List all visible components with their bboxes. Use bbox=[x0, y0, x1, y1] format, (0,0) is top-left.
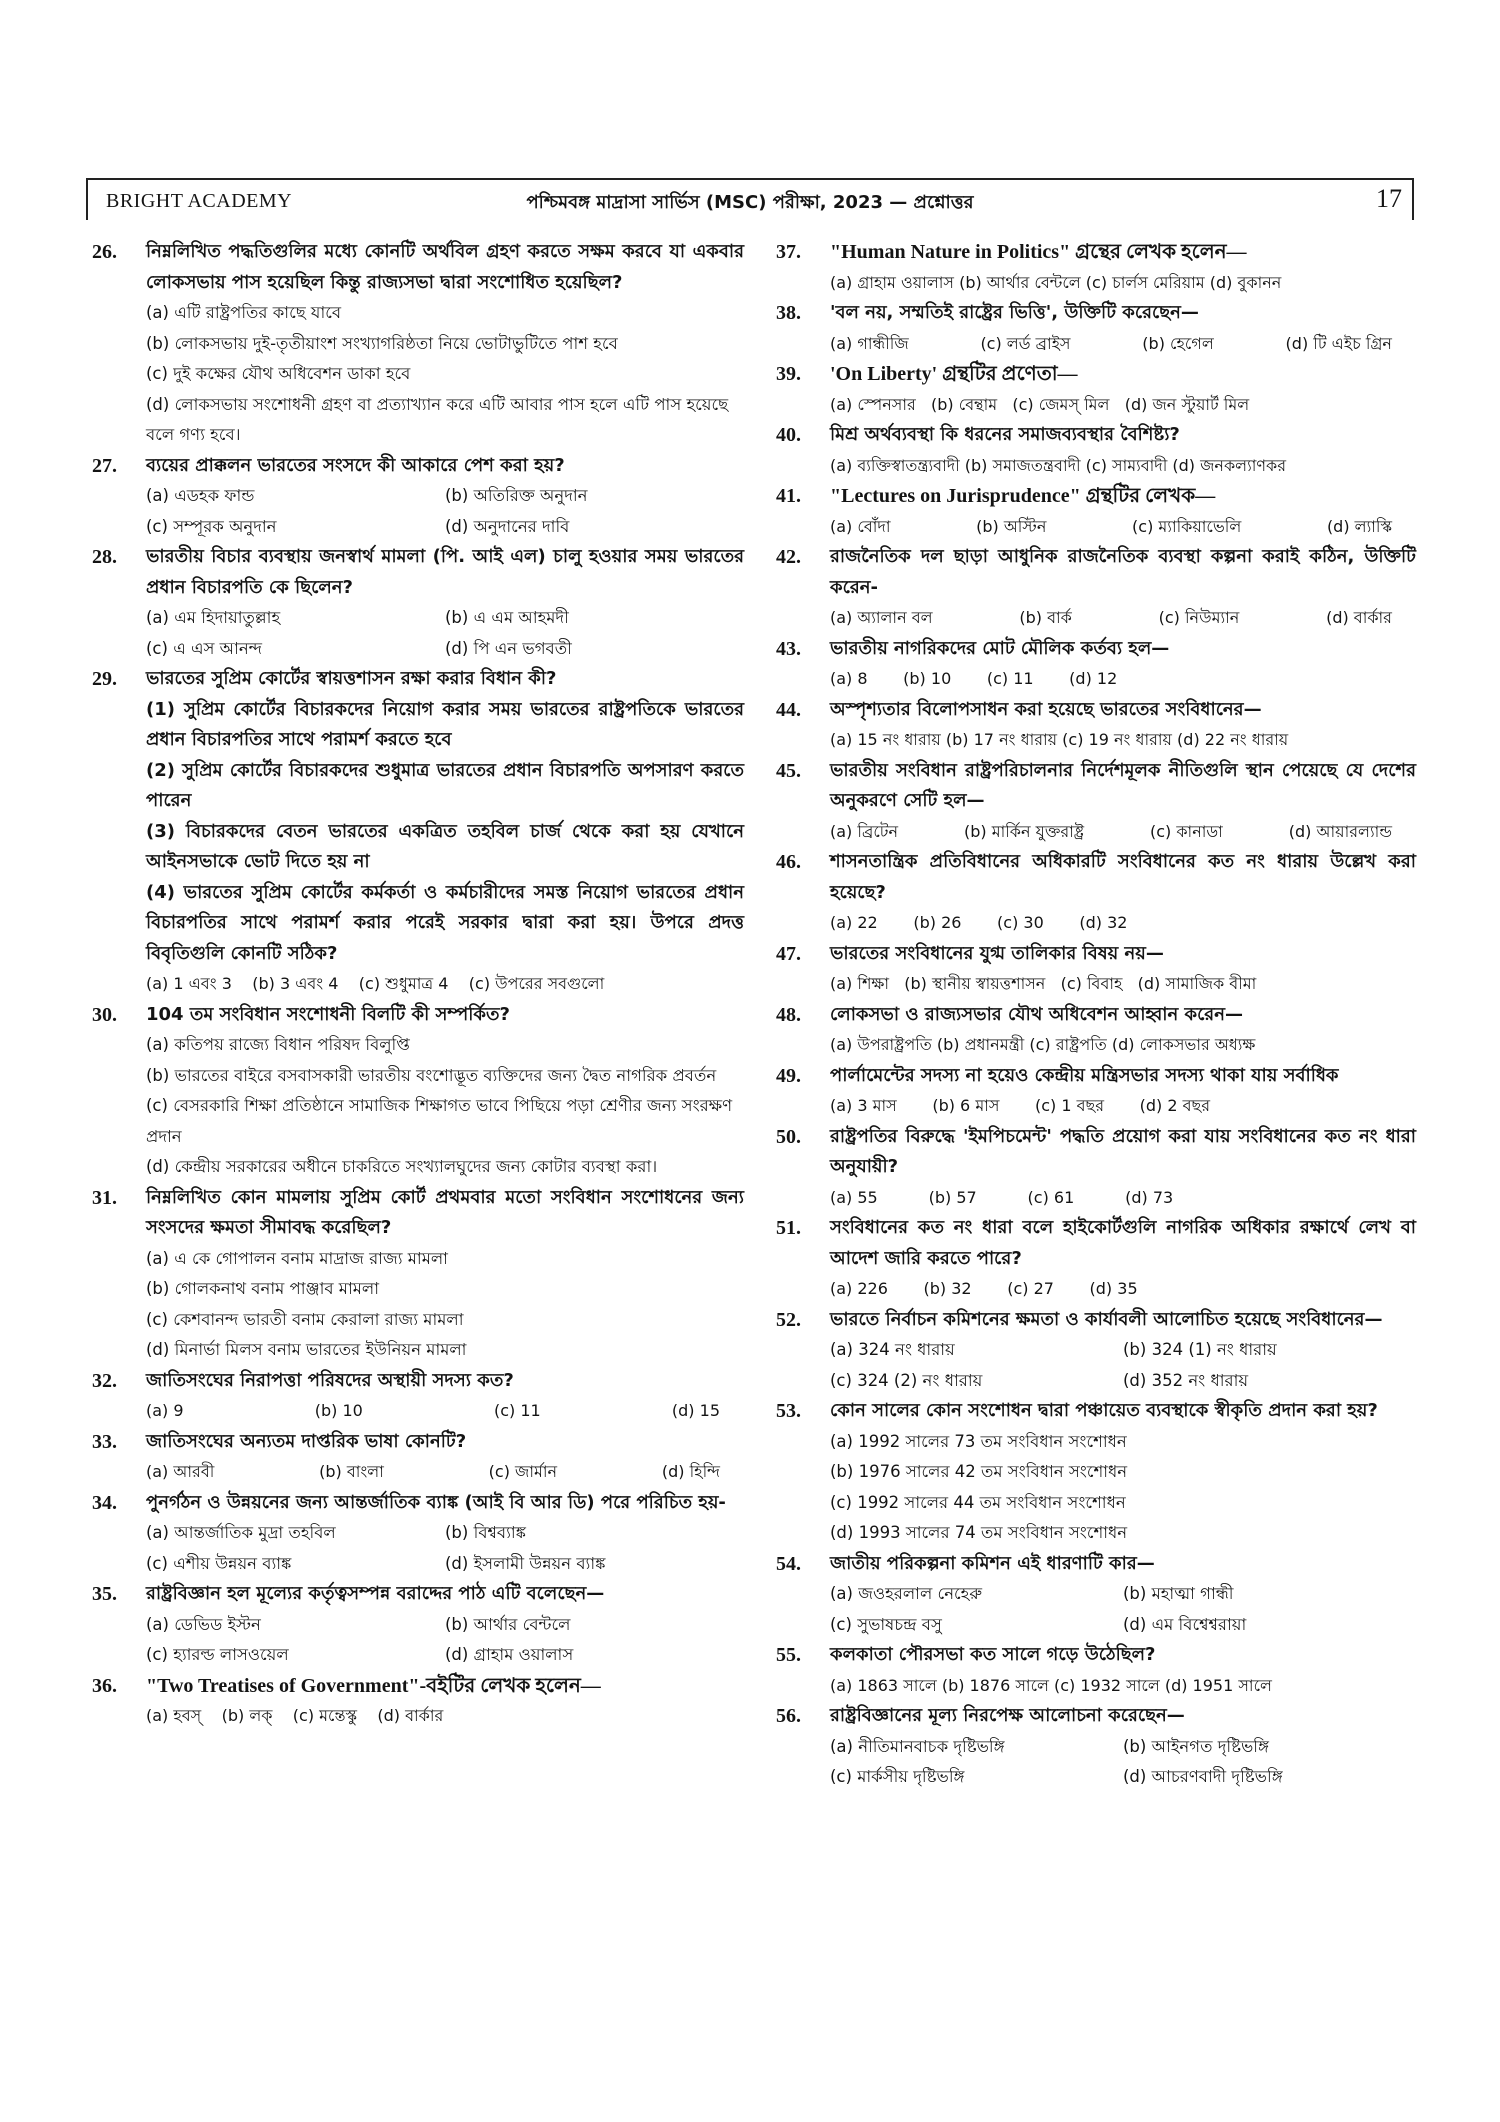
answer-option: (a) কতিপয় রাজ্যে বিধান পরিষদ বিলুপ্তি bbox=[146, 1035, 410, 1054]
question-text: রাজনৈতিক দল ছাড়া আধুনিক রাজনৈতিক ব্যবস্থা কল্পনা করাই কঠিন, উক্তিটি করেন- bbox=[830, 546, 1416, 598]
answer-options-grid bbox=[146, 603, 744, 664]
question-text: কোন সালের কোন সংশোধন দ্বারা পঞ্চায়েত ব্যবস্থাকে স্বীকৃতি প্রদান করা হয়? bbox=[830, 1400, 1378, 1421]
answer-option: (b) ভারতের বাইরে বসবাসকারী ভারতীয় বংশোদ্ভূত ব্যক্তিদের জন্য দ্বৈত নাগরিক প্রবর্তন bbox=[146, 1065, 717, 1085]
answer-options-row bbox=[146, 1457, 744, 1488]
question-text: রাষ্ট্রপতির বিরুদ্ধে 'ইমপিচমেন্ট' পদ্ধতি প্রয়োগ করা যায় সংবিধানের কত নং ধারা অনুযায়ী? bbox=[830, 1125, 1416, 1177]
question-text: নিম্নলিখিত কোন মামলায় সুপ্রিম কোর্ট প্রথমবার মতো সংবিধান সংশোধনের জন্য সংসদের ক্ষমতা সীমাবদ্ধ করেছিল? bbox=[146, 1186, 744, 1238]
answer-options-line: (a) উপরাষ্ট্রপতি (b) প্রধানমন্ত্রী (c) রাষ্ট্রপতি (d) লোকসভার অধ্যক্ষ bbox=[830, 1035, 1256, 1054]
answer-option: (b) বিশ্বব্যাঙ্ক bbox=[445, 1523, 526, 1542]
question-text: ভারতের সংবিধানের যুগ্ম তালিকার বিষয় নয়— bbox=[830, 942, 1164, 964]
question-item bbox=[776, 695, 1416, 756]
answer-options-line: (a) 8 (b) 10 (c) 11 (d) 12 bbox=[830, 669, 1118, 688]
question-number: 49. bbox=[776, 1064, 801, 1087]
answer-options-row bbox=[830, 512, 1416, 543]
question-number: 54. bbox=[776, 1552, 801, 1575]
answer-option: (d) ল্যাস্কি bbox=[1326, 516, 1392, 536]
question-text: ভারতে নির্বাচন কমিশনের ক্ষমতা ও কার্যাবলী আলোচিত হয়েছে সংবিধানের— bbox=[830, 1308, 1383, 1330]
answer-option: (d) কেন্দ্রীয় সরকারের অধীনে চাকরিতে সংখ্যালঘুদের জন্য কোটার ব্যবস্থা করা। bbox=[146, 1157, 658, 1176]
answer-options-line: (a) 1863 সালে (b) 1876 সালে (c) 1932 সালে (d) 1951 সালে bbox=[830, 1675, 1272, 1695]
question-text: ভারতীয় বিচার ব্যবস্থায় জনস্বার্থ মামলা (পি. আই এল) চালু হওয়ার সময় ভারতের প্রধান বিচারপতি কে ছিলেন? bbox=[146, 546, 744, 598]
answer-option: (a) অ্যালান বল bbox=[830, 608, 933, 627]
question-number: 38. bbox=[776, 302, 801, 324]
answer-option: (a) গান্ধীজি bbox=[830, 333, 909, 353]
question-number: 56. bbox=[776, 1705, 801, 1727]
answer-option: (b) অতিরিক্ত অনুদান bbox=[445, 486, 588, 505]
left-question-column bbox=[92, 237, 744, 1732]
question-number: 42. bbox=[776, 546, 801, 568]
question-item bbox=[776, 1061, 1416, 1122]
question-number: 51. bbox=[776, 1217, 801, 1239]
question-number: 43. bbox=[776, 637, 801, 660]
question-text: "Human Nature in Politics" গ্রন্থের লেখক হলেন— bbox=[830, 241, 1247, 263]
answer-option: (b) এ এম আহমদী bbox=[445, 608, 569, 627]
question-text: শাসনতান্ত্রিক প্রতিবিধানের অধিকারটি সংবিধানের কত নং ধারায় উল্লেখ করা হয়েছে? bbox=[830, 851, 1416, 903]
question-number: 28. bbox=[92, 546, 117, 568]
answer-option: (d) লোকসভায় সংশোধনী গ্রহণ বা প্রত্যাখ্যান করে এটি আবার পাস হলে এটি পাস হয়েছে বলে গণ্য হবে। bbox=[146, 394, 729, 444]
answer-option: (a) এডহক ফান্ড bbox=[146, 486, 255, 505]
answer-options-grid bbox=[830, 1335, 1416, 1396]
question-text: সংবিধানের কত নং ধারা বলে হাইকোর্টগুলি নাগরিক অধিকার রক্ষার্থে লেখ বা আদেশ জারি করতে পারে? bbox=[830, 1217, 1416, 1269]
question-text: ভারতের সুপ্রিম কোর্টের স্বায়ত্তশাসন রক্ষা করার বিধান কী? bbox=[146, 668, 557, 689]
question-item bbox=[776, 1305, 1416, 1397]
question-text: "Two Treatises of Government"-বইটির লেখক হলেন— bbox=[146, 1674, 601, 1697]
answer-options-line: (a) 55 (b) 57 (c) 61 (d) 73 bbox=[830, 1187, 1174, 1207]
question-item bbox=[776, 634, 1416, 695]
answer-options-grid bbox=[146, 1518, 744, 1579]
question-item bbox=[776, 542, 1416, 634]
question-statement: (3) বিচারকদের বেতন ভারতের একত্রিত তহবিল চার্জ থেকে করা হয় যেখানে আইনসভাকে ভোট দিতে হয় না bbox=[146, 820, 744, 872]
question-text: ভারতীয় নাগরিকদের মোট মৌলিক কর্তব্য হল— bbox=[830, 637, 1170, 659]
answer-option: (c) জার্মান bbox=[488, 1462, 558, 1481]
question-number: 35. bbox=[92, 1583, 117, 1605]
answer-option: (a) আন্তর্জাতিক মুদ্রা তহবিল bbox=[146, 1523, 336, 1542]
question-text: লোকসভা ও রাজ্যসভার যৌথ অধিবেশন আহ্বান করেন— bbox=[830, 1003, 1243, 1025]
question-text: পুনর্গঠন ও উন্নয়নের জন্য আন্তর্জাতিক ব্যাঙ্ক (আই বি আর ডি) পরে পরিচিত হয়- bbox=[146, 1491, 726, 1513]
page-header bbox=[86, 178, 1414, 220]
question-text: জাতীয় পরিকল্পনা কমিশন এই ধারণাটি কার— bbox=[830, 1552, 1155, 1574]
question-text: রাষ্ট্রবিজ্ঞান হল মূল্যের কর্তৃত্বসম্পন্ন বরাদ্দের পাঠ এটি বলেছেন— bbox=[146, 1583, 605, 1604]
answer-options-line: (a) হবস্ (b) লক্ (c) মন্তেস্কু (d) বার্কার bbox=[146, 1706, 444, 1725]
answer-option: (b) মহাত্মা গান্ধী bbox=[1123, 1584, 1234, 1603]
question-text: 104 তম সংবিধান সংশোধনী বিলটি কী সম্পর্কিত? bbox=[146, 1003, 510, 1025]
question-number: 40. bbox=[776, 424, 801, 446]
question-number: 45. bbox=[776, 759, 801, 782]
question-item bbox=[776, 1396, 1416, 1549]
answer-option: (b) 10 bbox=[314, 1401, 363, 1420]
answer-options-line: (a) স্পেনসার (b) বেন্থাম (c) জেমস্ মিল (d) জন স্টুয়ার্ট মিল bbox=[830, 394, 1250, 414]
answer-option: (a) জওহরলাল নেহেরু bbox=[830, 1584, 983, 1603]
question-text: 'বল নয়, সম্মতিই রাষ্ট্রের ভিত্তি', উক্তিটি করেছেন— bbox=[830, 302, 1199, 323]
question-number: 46. bbox=[776, 851, 801, 873]
question-text: রাষ্ট্রবিজ্ঞানের মূল্য নিরপেক্ষ আলোচনা করেছেন— bbox=[830, 1705, 1185, 1726]
page-title: পশ্চিমবঙ্গ মাদ্রাসা সার্ভিস (MSC) পরীক্ষা, 2023 — প্রশ্নোত্তর bbox=[526, 192, 974, 213]
question-number: 47. bbox=[776, 942, 801, 965]
question-text: অস্পৃশ্যতার বিলোপসাধন করা হয়েছে ভারতের সংবিধানের— bbox=[830, 698, 1262, 720]
answer-option: (c) নিউম্যান bbox=[1158, 608, 1240, 627]
question-item bbox=[92, 542, 744, 664]
answer-option: (c) মার্কসীয় দৃষ্টিভঙ্গি bbox=[830, 1767, 965, 1786]
answer-option: (d) ইসলামী উন্নয়ন ব্যাঙ্ক bbox=[445, 1553, 606, 1573]
question-text: জাতিসংঘের অন্যতম দাপ্তরিক ভাষা কোনটি? bbox=[146, 1430, 467, 1452]
question-number: 37. bbox=[776, 241, 801, 263]
answer-option: (c) 324 (2) নং ধারায় bbox=[830, 1370, 983, 1390]
question-item bbox=[776, 298, 1416, 359]
question-number: 36. bbox=[92, 1674, 117, 1697]
question-item bbox=[776, 847, 1416, 939]
question-item bbox=[776, 481, 1416, 542]
question-item bbox=[776, 1000, 1416, 1061]
answer-option: (d) হিন্দি bbox=[661, 1462, 720, 1481]
answer-options-row bbox=[830, 603, 1416, 634]
answer-options-grid bbox=[146, 481, 744, 542]
answer-options-grid bbox=[830, 1579, 1416, 1640]
answer-option: (d) পি এন ভগবতী bbox=[445, 638, 572, 658]
answer-option: (a) ব্রিটেন bbox=[830, 821, 899, 841]
answer-option: (a) এ কে গোপালন বনাম মাদ্রাজ রাজ্য মামলা bbox=[146, 1248, 448, 1268]
answer-option: (a) ডেভিড ইস্টন bbox=[146, 1614, 261, 1634]
question-item bbox=[92, 237, 744, 451]
answer-option: (d) মিনার্ভা মিলস বনাম ভারতের ইউনিয়ন মামলা bbox=[146, 1340, 467, 1359]
question-item bbox=[92, 1183, 744, 1366]
question-text: 'On Liberty' গ্রন্থটির প্রণেতা— bbox=[830, 363, 1078, 385]
question-number: 31. bbox=[92, 1186, 117, 1209]
answer-options-line: (a) 226 (b) 32 (c) 27 (d) 35 bbox=[830, 1279, 1138, 1298]
answer-options-row bbox=[830, 817, 1416, 848]
question-item bbox=[776, 1701, 1416, 1793]
answer-option: (b) আইনগত দৃষ্টিভঙ্গি bbox=[1123, 1736, 1269, 1756]
question-number: 44. bbox=[776, 698, 801, 721]
question-number: 32. bbox=[92, 1369, 117, 1392]
answer-options-line: (a) 3 মাস (b) 6 মাস (c) 1 বছর (d) 2 বছর bbox=[830, 1096, 1211, 1115]
answer-options-line: (a) ব্যক্তিস্বাতন্ত্র্যবাদী (b) সমাজতন্ত্রবাদী (c) সাম্যবাদী (d) জনকল্যাণকর bbox=[830, 455, 1287, 475]
question-item bbox=[92, 1671, 744, 1732]
question-statement: (1) সুপ্রিম কোর্টের বিচারকদের নিয়োগ করার সময় ভারতের রাষ্ট্রপতিকে ভারতের প্রধান বিচারপতির সাথে পরামর্শ করতে হবে bbox=[146, 698, 744, 750]
question-statement: (4) ভারতের সুপ্রিম কোর্টের কর্মকর্তা ও কর্মচারীদের সমস্ত নিয়োগ ভারতের প্রধান বিচারপতির সাথে পরামর্শ করার পরেই সরকার দ্বারা করা হয়। উপরে প্রদত্ত বিবৃতিগুলি কোনটি সঠিক? bbox=[146, 881, 744, 964]
answer-option: (c) কানাডা bbox=[1150, 821, 1223, 841]
answer-option: (c) লর্ড ব্রাইস bbox=[980, 333, 1071, 353]
question-text: ব্যয়ের প্রাক্কলন ভারতের সংসদে কী আকারে পেশ করা হয়? bbox=[146, 454, 565, 476]
answer-option: (d) 1993 সালের 74 তম সংবিধান সংশোধন bbox=[830, 1523, 1128, 1542]
question-item bbox=[776, 420, 1416, 481]
answer-option: (d) আচরণবাদী দৃষ্টিভঙ্গি bbox=[1123, 1767, 1283, 1786]
question-text: মিশ্র অর্থব্যবস্থা কি ধরনের সমাজব্যবস্থার বৈশিষ্ট্য? bbox=[830, 424, 1180, 445]
answer-option: (d) 15 bbox=[671, 1401, 720, 1420]
question-text: ভারতীয় সংবিধান রাষ্ট্রপরিচালনার নির্দেশমূলক নীতিগুলি স্থান পেয়েছে যে দেশের অনুকরণে সেটি হল— bbox=[830, 759, 1416, 811]
question-item bbox=[92, 1366, 744, 1427]
answer-option: (c) সুভাষচন্দ্র বসু bbox=[830, 1614, 942, 1634]
question-number: 39. bbox=[776, 363, 801, 385]
question-item bbox=[776, 237, 1416, 298]
answer-option: (b) লোকসভায় দুই-তৃতীয়াংশ সংখ্যাগরিষ্ঠতা নিয়ে ভোটাভুটিতে পাশ হবে bbox=[146, 333, 618, 353]
answer-option: (b) বাংলা bbox=[319, 1462, 384, 1481]
answer-option: (a) 1992 সালের 73 তম সংবিধান সংশোধন bbox=[830, 1431, 1127, 1451]
answer-options-line: (a) শিক্ষা (b) স্থানীয় স্বায়ত্তশাসন (c) বিবাহ (d) সামাজিক বীমা bbox=[830, 974, 1257, 993]
question-text: "Lectures on Jurisprudence" গ্রন্থটির লেখক— bbox=[830, 485, 1216, 507]
answer-option: (a) এম হিদায়াতুল্লাহ bbox=[146, 608, 281, 627]
answer-option: (d) গ্রাহাম ওয়ালাস bbox=[445, 1645, 574, 1664]
answer-option: (a) নীতিমানবাচক দৃষ্টিভঙ্গি bbox=[830, 1736, 1005, 1756]
answer-option: (c) দুই কক্ষের যৌথ অধিবেশন ডাকা হবে bbox=[146, 364, 411, 383]
question-item bbox=[776, 1122, 1416, 1214]
question-text: জাতিসংঘের নিরাপত্তা পরিষদের অস্থায়ী সদস্য কত? bbox=[146, 1369, 514, 1391]
answer-option: (b) আর্থার বেন্টলে bbox=[445, 1614, 571, 1634]
answer-option: (d) আয়ারল্যান্ড bbox=[1288, 821, 1392, 841]
answer-option: (a) 324 নং ধারায় bbox=[830, 1340, 955, 1359]
question-number: 55. bbox=[776, 1644, 801, 1666]
answer-option: (a) 9 bbox=[146, 1401, 184, 1420]
answer-option: (c) বেসরকারি শিক্ষা প্রতিষ্ঠানে সামাজিক শিক্ষাগত ভাবে পিছিয়ে পড়া শ্রেণীর জন্য সংরক্ষণ প্রদান bbox=[146, 1096, 733, 1146]
answer-option: (b) অস্টিন bbox=[976, 516, 1047, 536]
question-text: কলকাতা পৌরসভা কত সালে গড়ে উঠেছিল? bbox=[830, 1644, 1156, 1665]
answer-option: (c) কেশবানন্দ ভারতী বনাম কেরালা রাজ্য মামলা bbox=[146, 1309, 464, 1329]
answer-options-line: (a) 1 এবং 3 (b) 3 এবং 4 (c) শুধুমাত্র 4 (c) উপরের সবগুলো bbox=[146, 974, 605, 993]
question-item bbox=[92, 664, 744, 1000]
question-number: 52. bbox=[776, 1308, 801, 1331]
answer-option: (b) বার্ক bbox=[1019, 608, 1072, 627]
answer-option: (c) 11 bbox=[494, 1401, 541, 1420]
right-question-column bbox=[776, 237, 1416, 1793]
answer-option: (d) অনুদানের দাবি bbox=[445, 516, 570, 536]
answer-option: (a) এটি রাষ্ট্রপতির কাছে যাবে bbox=[146, 303, 342, 322]
publisher-name: BRIGHT ACADEMY bbox=[106, 190, 293, 212]
answer-option: (b) মার্কিন যুক্তরাষ্ট্র bbox=[963, 821, 1085, 841]
answer-option: (d) 352 নং ধারায় bbox=[1123, 1370, 1249, 1390]
answer-options-row bbox=[146, 1396, 744, 1427]
question-item bbox=[92, 1488, 744, 1580]
answer-option: (d) বার্কার bbox=[1326, 608, 1392, 627]
answer-options-line: (a) 15 নং ধারায় (b) 17 নং ধারায় (c) 19 নং ধারায় (d) 22 নং ধারায় bbox=[830, 730, 1289, 749]
question-text: নিম্নলিখিত পদ্ধতিগুলির মধ্যে কোনটি অর্থবিল গ্রহণ করতে সক্ষম করবে যা একবার লোকসভায় পাস হয়েছিল কিন্তু রাজ্যসভা দ্বারা সংশোধিত হয়েছিল? bbox=[146, 241, 744, 293]
answer-option: (c) এ এস আনন্দ bbox=[146, 638, 263, 658]
question-item bbox=[776, 359, 1416, 420]
answer-option: (b) 1976 সালের 42 তম সংবিধান সংশোধন bbox=[830, 1462, 1128, 1481]
answer-option: (b) গোলকনাথ বনাম পাঞ্জাব মামলা bbox=[146, 1279, 379, 1298]
answer-option: (b) 324 (1) নং ধারায় bbox=[1123, 1340, 1277, 1359]
question-number: 33. bbox=[92, 1430, 117, 1453]
answer-option: (d) এম বিশ্বেশ্বরায়া bbox=[1123, 1614, 1247, 1634]
question-number: 53. bbox=[776, 1400, 801, 1422]
question-number: 34. bbox=[92, 1491, 117, 1514]
question-item bbox=[92, 451, 744, 543]
answer-option: (c) ম্যাকিয়াভেলি bbox=[1132, 516, 1242, 536]
answer-options-line: (a) গ্রাহাম ওয়ালাস (b) আর্থার বেন্টলে (c) চার্লস মেরিয়াম (d) বুকানন bbox=[830, 272, 1282, 292]
question-number: 29. bbox=[92, 668, 117, 690]
question-number: 27. bbox=[92, 454, 117, 477]
answer-options-grid bbox=[146, 1610, 744, 1671]
answer-option: (a) বোঁদা bbox=[830, 516, 891, 536]
question-number: 30. bbox=[92, 1003, 117, 1026]
answer-options-grid bbox=[830, 1732, 1416, 1793]
answer-options-line: (a) 22 (b) 26 (c) 30 (d) 32 bbox=[830, 913, 1128, 932]
answer-option: (c) এশীয় উন্নয়ন ব্যাঙ্ক bbox=[146, 1553, 292, 1573]
question-item bbox=[776, 1213, 1416, 1305]
question-number: 41. bbox=[776, 485, 801, 507]
question-item bbox=[776, 1549, 1416, 1641]
answer-option: (b) হেগেল bbox=[1142, 333, 1214, 353]
question-item bbox=[92, 1579, 744, 1671]
question-item bbox=[776, 1640, 1416, 1701]
question-number: 26. bbox=[92, 241, 117, 263]
question-item bbox=[92, 1000, 744, 1183]
question-item bbox=[92, 1427, 744, 1488]
question-item bbox=[776, 756, 1416, 848]
answer-option: (c) হ্যারল্ড লাসওয়েল bbox=[146, 1645, 289, 1664]
question-number: 50. bbox=[776, 1125, 801, 1148]
page-number: 17 bbox=[1376, 184, 1402, 213]
answer-options-row bbox=[830, 329, 1416, 360]
answer-option: (c) সম্পূরক অনুদান bbox=[146, 516, 277, 536]
question-item bbox=[776, 939, 1416, 1000]
question-text: পার্লামেন্টের সদস্য না হয়েও কেন্দ্রীয় মন্ত্রিসভার সদস্য থাকা যায় সর্বাধিক bbox=[830, 1064, 1339, 1086]
answer-option: (a) আরবী bbox=[146, 1462, 215, 1481]
answer-option: (d) টি এইচ গ্রিন bbox=[1285, 333, 1392, 353]
question-statement: (2) সুপ্রিম কোর্টের বিচারকদের শুধুমাত্র ভারতের প্রধান বিচারপতি অপসারণ করতে পারেন bbox=[146, 759, 744, 811]
question-number: 48. bbox=[776, 1003, 801, 1026]
answer-option: (c) 1992 সালের 44 তম সংবিধান সংশোধন bbox=[830, 1492, 1126, 1512]
